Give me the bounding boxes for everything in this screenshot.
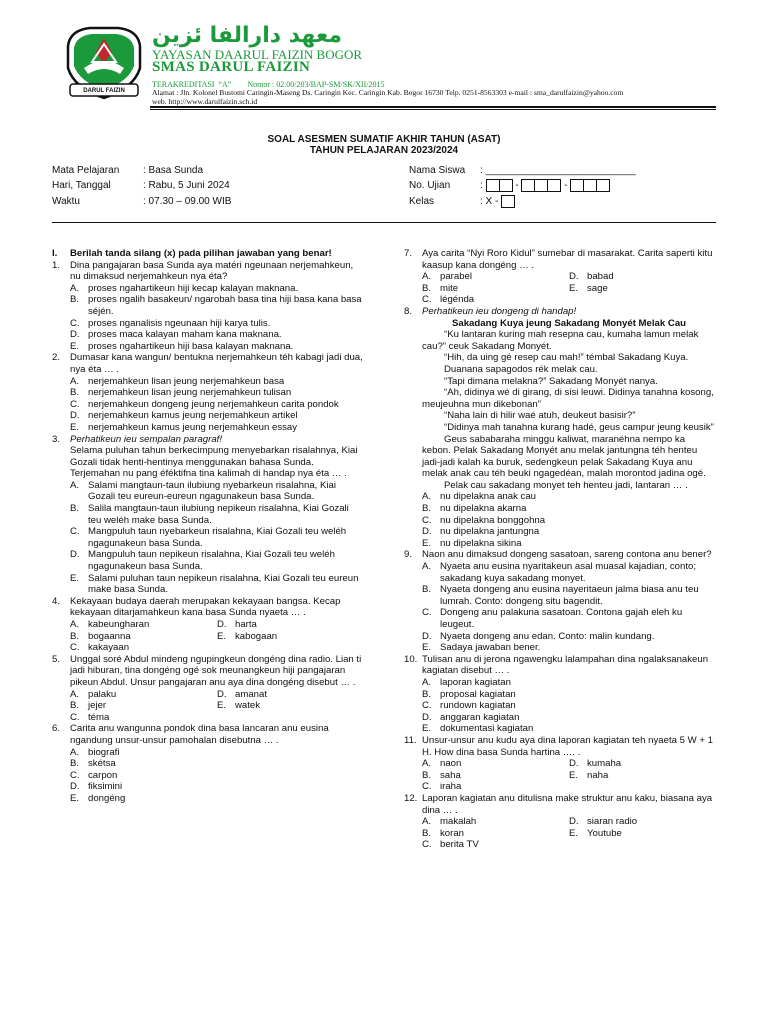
- option-text: Nyaeta dongeng anu edan. Conto: malin kundang.: [440, 630, 655, 642]
- option-text: proses ngahartikeun hiji kecap kalayan maknana.: [88, 282, 299, 294]
- option-text: proses ngalih basakeun/ ngarobah basa tina hiji basa kana basa séjén.: [88, 294, 362, 317]
- option-letter: E.: [217, 700, 227, 712]
- option-d[interactable]: [70, 410, 364, 422]
- story-paragraph: Geus sababaraha minggu kaliwat, maranéhna nempo ka kebon. Pelak Sakadang Monyét anu melak jantungna téh henteu jadi-jadi kalah ka buruk, sedengkeun pelak Sakadang Kuya anu melak anak cau téh beuki ngagedéan, malah morontod jadina ogé.: [422, 433, 706, 480]
- option-e[interactable]: [569, 283, 716, 295]
- option-text: proses nganalisis ngeunaan hiji karya tulis.: [88, 317, 271, 329]
- option-text: babad: [587, 271, 614, 283]
- option-e[interactable]: [70, 793, 364, 805]
- instruction-text: Berilah tanda silang (x) pada pilihan jawaban yang benar!: [70, 248, 332, 259]
- option-text: Mangpuluh taun nyebarkeun risalahna, Kiai Gozali teu weléh ngagunakeun basa Sunda.: [88, 526, 347, 549]
- option-b[interactable]: [422, 584, 716, 607]
- option-text: nu dipelakna anak cau: [440, 491, 537, 503]
- question-number: 10.: [404, 653, 418, 665]
- option-letter: A.: [70, 479, 80, 491]
- option-letter: C.: [70, 317, 80, 329]
- option-d[interactable]: [217, 619, 364, 631]
- option-text: nerjemahkeun kamus jeung nerjemahkeun essay: [88, 421, 298, 433]
- option-text: mite: [440, 282, 459, 294]
- option-letter: C.: [70, 711, 80, 723]
- option-text: nerjemahkeun lisan jeung nerjemahkeun tulisan: [88, 387, 292, 399]
- exam-number-field[interactable]: [480, 179, 610, 192]
- exam-year: TAHUN PELAJARAN 2023/2024: [309, 145, 459, 156]
- question-text: Laporan kagiatan anu ditulisna make struktur anu kaku, biasana aya dina … .: [422, 792, 713, 816]
- question-number: 9.: [404, 549, 413, 561]
- option-e[interactable]: [569, 828, 716, 840]
- option-text: Salila mangtaun-taun ilubiung nepikeun risalahna, Kiai Gozali teu weléh make basa Sunda.: [88, 503, 349, 526]
- option-text: harta: [235, 619, 257, 630]
- option-d[interactable]: [569, 816, 716, 828]
- question-number: 7.: [404, 248, 413, 259]
- option-b[interactable]: [422, 503, 716, 515]
- option-b[interactable]: [70, 387, 364, 399]
- school-address: [152, 89, 722, 107]
- option-b[interactable]: [422, 770, 569, 782]
- digit-box[interactable]: [584, 179, 597, 192]
- option-letter: D.: [70, 410, 80, 422]
- option-c[interactable]: [70, 399, 364, 411]
- date-label: Hari, Tanggal: [52, 180, 111, 191]
- foundation-name: YAYASAN DAARUL FAIZIN BOGOR: [152, 47, 363, 62]
- story-paragraph: “Hih, da uing gé resep cau mah!” témbal Sakadang Kuya.: [444, 352, 689, 364]
- option-text: koran: [440, 827, 464, 839]
- option-text: biografi: [88, 746, 120, 758]
- option-text: jejer: [88, 700, 107, 712]
- digit-box[interactable]: [570, 179, 584, 192]
- option-letter: E.: [422, 642, 432, 654]
- option-text: nu dipelakna jantungna: [440, 526, 540, 538]
- option-letter: D.: [569, 271, 579, 283]
- option-letter: B.: [422, 584, 432, 596]
- story-paragraph: “Ku lantaran kuring mah resepna cau, kumaha lamun melak cau?” ceuk Sakadang Monyét.: [422, 329, 699, 352]
- option-c[interactable]: [422, 515, 716, 527]
- option-b[interactable]: [70, 700, 217, 712]
- option-letter: D.: [217, 619, 227, 630]
- option-letter: C.: [422, 700, 432, 712]
- option-text: proses maca kalayan maham kana maknana.: [88, 329, 282, 341]
- option-a[interactable]: [70, 376, 364, 388]
- question-number: 2.: [52, 352, 61, 364]
- option-text: bogaanna: [88, 630, 131, 642]
- story-title: Sakadang Kuya jeung Sakadang Monyét Melak Cau: [451, 317, 687, 329]
- digit-box[interactable]: [521, 179, 535, 192]
- option-a[interactable]: [70, 480, 364, 503]
- option-c[interactable]: [70, 318, 364, 330]
- option-letter: B.: [70, 630, 80, 642]
- question-text: Dumasar kana wangun/ bentukna nerjemahkeun téh kabagi jadi dua, nya éta … .: [70, 352, 363, 375]
- option-text: saha: [440, 769, 461, 781]
- option-text: téma: [88, 711, 110, 723]
- question-number: 5.: [52, 653, 61, 665]
- option-letter: B.: [422, 503, 432, 515]
- option-b[interactable]: [70, 758, 364, 770]
- option-text: berita TV: [440, 839, 479, 851]
- story-paragraph: “Didinya mah tanahna kurang hadé, geus campur jeung keusik”: [444, 421, 714, 433]
- option-d[interactable]: [422, 526, 716, 538]
- option-text: kumaha: [587, 758, 622, 770]
- option-letter: D.: [422, 630, 432, 642]
- option-letter: E.: [569, 827, 579, 839]
- option-e[interactable]: [422, 723, 716, 735]
- option-text: nerjemahkeun kamus jeung nerjemahkeun artikel: [88, 410, 298, 422]
- header-rule-thin: [150, 109, 716, 110]
- exam-number-label: No. Ujian: [409, 180, 451, 191]
- option-text: Youtube: [587, 827, 622, 839]
- colon: :: [480, 180, 483, 192]
- option-text: nu dipelakna sikina: [440, 537, 522, 549]
- option-text: makalah: [440, 816, 477, 828]
- header-rule: [150, 106, 716, 108]
- option-text: naha: [587, 769, 609, 781]
- option-letter: E.: [422, 537, 432, 549]
- question-text: Unggal soré Abdul mindeng ngupingkeun dongéng dina radio. Lian ti jadi hiburan, tina dongéng ogé sok meunangkeun hiji pangajaran pikeun Abdul. Unsur pangajaran anu aya dina dongéng disebut … .: [70, 653, 362, 688]
- option-c[interactable]: [422, 607, 716, 630]
- option-letter: D.: [70, 781, 80, 793]
- option-text: nu dipelakna bonggohna: [440, 514, 546, 526]
- option-letter: A.: [422, 271, 432, 283]
- question-number: 8.: [404, 305, 413, 317]
- option-text: nerjemahkeun lisan jeung nerjemahkeun basa: [88, 375, 285, 387]
- story-paragraph: “Tapi dimana melakna?” Sakadang Monyét nanya.: [444, 375, 658, 387]
- section-instruction: [52, 248, 364, 260]
- option-letter: E.: [569, 282, 579, 294]
- option-c[interactable]: [422, 781, 569, 793]
- option-e[interactable]: [70, 422, 364, 434]
- option-a[interactable]: [70, 689, 217, 701]
- digit-box[interactable]: [500, 179, 513, 192]
- option-letter: E.: [70, 572, 80, 584]
- option-text: naon: [440, 758, 462, 770]
- time-label: Waktu: [52, 196, 80, 207]
- option-text: fiksimini: [88, 781, 123, 793]
- option-e[interactable]: [70, 341, 364, 353]
- option-d[interactable]: [70, 781, 364, 793]
- option-b[interactable]: [70, 503, 364, 526]
- question-5: [52, 654, 364, 689]
- option-a[interactable]: [70, 283, 364, 295]
- option-b[interactable]: [422, 283, 569, 295]
- story: [422, 318, 716, 480]
- subject-label: Mata Pelajaran: [52, 165, 120, 176]
- option-letter: C.: [422, 839, 432, 851]
- option-letter: A.: [422, 491, 432, 503]
- address-line: Alamat : Jln. Kolonel Bustomi Caringin-Maseng Ds. Caringin Kec. Caringin Kab. Bogor 16730 Telp. 0251-8563303 e-mail : sma_darulfaizin@yahoo.com: [152, 88, 624, 97]
- option-letter: B.: [422, 827, 432, 839]
- question-8: [404, 306, 716, 549]
- option-letter: E.: [569, 769, 579, 781]
- option-c[interactable]: [70, 526, 364, 549]
- question-text: Terjemahan nu pang éféktifna tina kalimah di handap nya éta … .: [70, 468, 347, 480]
- option-text: Dongeng anu palakuna sasatoan. Contona gajah eleh ku leugeut.: [440, 607, 683, 630]
- question-number: 12.: [404, 792, 418, 804]
- option-text: Sadaya jawaban bener.: [440, 642, 541, 654]
- option-e[interactable]: [217, 631, 364, 643]
- option-text: sage: [587, 282, 608, 294]
- option-c[interactable]: [422, 294, 569, 306]
- option-text: watek: [235, 700, 261, 712]
- question-text: Aya carita “Nyi Roro Kidul” sumebar di masarakat. Carita saperti kitu kaasup kana dongéng … .: [422, 248, 713, 271]
- option-letter: C.: [70, 398, 80, 410]
- option-letter: D.: [70, 329, 80, 341]
- option-letter: A.: [70, 746, 80, 758]
- question-text: Dina pangajaran basa Sunda aya matéri ngeunaan nerjemahkeun, nu dimaksud nerjemahkeun nya éta?: [70, 259, 354, 283]
- option-letter: A.: [70, 688, 80, 700]
- option-text: Salami puluhan taun nepikeun risalahna, Kiai Gozali teu eureun make basa Sunda.: [88, 572, 359, 596]
- option-text: Nyaeta anu eusina nyaritakeun asal muasal kajadian, conto; sakadang kuya sakadang monyet.: [440, 561, 696, 584]
- option-letter: A.: [70, 619, 80, 630]
- option-letter: C.: [422, 294, 432, 306]
- option-text: parabel: [440, 271, 473, 283]
- option-letter: B.: [70, 387, 80, 399]
- class-prefix: : X -: [480, 196, 499, 208]
- story-paragraph: Duanana sapagodos rék melak cau.: [444, 363, 598, 375]
- option-e[interactable]: [217, 700, 364, 712]
- option-c[interactable]: [422, 839, 569, 851]
- option-d[interactable]: [422, 631, 716, 643]
- digit-box[interactable]: [486, 179, 500, 192]
- question-3: [52, 434, 364, 596]
- option-letter: C.: [422, 781, 432, 793]
- option-c[interactable]: [70, 712, 217, 724]
- option-c[interactable]: [70, 770, 364, 782]
- option-d[interactable]: [70, 549, 364, 572]
- digit-box[interactable]: [597, 179, 610, 192]
- question-instruction: Perhatikeun ieu sempalan paragraf!: [70, 433, 222, 445]
- school-name: SMAS DARUL FAIZIN: [152, 59, 311, 75]
- option-text: dongéng: [88, 792, 126, 804]
- option-text: skétsa: [88, 758, 116, 770]
- option-text: siaran radio: [587, 816, 638, 828]
- option-text: proposal kagiatan: [440, 688, 516, 700]
- option-text: rundown kagiatan: [440, 700, 516, 712]
- option-letter: D.: [217, 688, 227, 700]
- option-letter: D.: [422, 711, 432, 723]
- question-number: 6.: [52, 723, 61, 735]
- question-instruction: Perhatikeun ieu dongeng di handap!: [422, 305, 577, 317]
- question-9: [404, 549, 716, 653]
- option-letter: D.: [569, 758, 579, 770]
- options-grid: [52, 689, 364, 724]
- question-number: 3.: [52, 433, 61, 445]
- question-11: [404, 735, 716, 758]
- option-text: iraha: [440, 781, 462, 793]
- option-text: dokumentasi kagiatan: [440, 723, 534, 735]
- question-7: [404, 248, 716, 271]
- option-e[interactable]: [422, 538, 716, 550]
- option-text: kabogaan: [235, 630, 278, 642]
- option-b[interactable]: [70, 631, 217, 643]
- time-value: : 07.30 – 09.00 WIB: [143, 196, 232, 207]
- option-letter: C.: [70, 769, 80, 781]
- option-c[interactable]: [422, 700, 716, 712]
- option-a[interactable]: [422, 816, 569, 828]
- right-column: [404, 248, 716, 851]
- option-letter: A.: [422, 561, 432, 573]
- class-field[interactable]: [480, 195, 515, 208]
- options-grid: [404, 816, 716, 851]
- options-grid: [404, 271, 716, 306]
- question-12: [404, 793, 716, 816]
- option-e[interactable]: [70, 573, 364, 596]
- option-text: kabeungharan: [88, 619, 150, 630]
- question-2: [52, 352, 364, 433]
- dash: -: [564, 180, 568, 192]
- question-1: [52, 260, 364, 353]
- story-paragraph: “Ah, didinya wé di girang, di sisi leuwi. Didinya tanahna kosong, meujeuhna mun dikebonan”: [422, 387, 714, 410]
- option-c[interactable]: [70, 642, 217, 654]
- option-text: laporan kagiatan: [440, 676, 511, 688]
- option-letter: E.: [70, 340, 80, 352]
- question-6: [52, 723, 364, 804]
- option-letter: C.: [422, 514, 432, 526]
- option-letter: E.: [70, 421, 80, 433]
- option-text: Mangpuluh taun nepikeun risalahna, Kiai Gozali teu weléh ngagunakeun basa Sunda.: [88, 549, 335, 573]
- question-text: Unsur-unsur anu kudu aya dina laporan kagiatan teh nyaeta 5 W + 1 H. How dina basa Sunda hartina …. .: [422, 734, 713, 758]
- logo-caption: DARUL FAIZIN: [83, 88, 125, 94]
- option-text: Salami mangtaun-taun ilubiung nyebarkeun risalahna, Kiai Gozali teu eureun-eureun ngagunakeun basa Sunda.: [88, 479, 336, 503]
- question-text: Kekayaan budaya daerah merupakan kekayaan bangsa. Kecap kekayaan ditarjamahkeun kana basa Sunda nyaeta … .: [70, 595, 341, 619]
- options-grid: [404, 758, 716, 793]
- option-letter: A.: [70, 282, 80, 294]
- class-box[interactable]: [501, 195, 515, 208]
- option-letter: A.: [422, 816, 432, 828]
- story-paragraph: “Naha lain di hilir waé atuh, deukeut basisir?”: [444, 410, 636, 422]
- exam-title: SOAL ASESMEN SUMATIF AKHIR TAHUN (ASAT): [267, 134, 501, 145]
- option-letter: B.: [422, 282, 432, 294]
- option-d[interactable]: [217, 689, 364, 701]
- option-letter: B.: [422, 769, 432, 781]
- student-name-label: Nama Siswa: [409, 165, 466, 176]
- question-text: Pelak cau sakadang monyet teh henteu jadi, lantaran … .: [444, 479, 688, 491]
- option-a[interactable]: [422, 561, 716, 584]
- option-d[interactable]: [569, 271, 716, 283]
- option-a[interactable]: [422, 271, 569, 283]
- option-text: palaku: [88, 688, 117, 700]
- option-letter: A.: [422, 676, 432, 688]
- option-letter: E.: [70, 792, 80, 804]
- option-text: anggaran kagiatan: [440, 711, 520, 723]
- option-letter: B.: [422, 688, 432, 700]
- option-a[interactable]: [70, 619, 217, 631]
- option-letter: B.: [70, 700, 80, 712]
- options-grid: [52, 619, 364, 654]
- option-letter: A.: [422, 758, 432, 770]
- student-name-field[interactable]: : ___________________________: [480, 165, 636, 176]
- digit-box[interactable]: [548, 179, 561, 192]
- option-b[interactable]: [422, 828, 569, 840]
- question-text: Carita anu wangunna pondok dina basa lancaran anu eusina ngandung unsur-unsur pamohalan disebutna … .: [70, 723, 329, 746]
- option-d[interactable]: [422, 712, 716, 724]
- option-letter: E.: [217, 630, 227, 642]
- option-text: nerjemahkeun dongeng jeung nerjemahkeun carita pondok: [88, 398, 339, 410]
- option-letter: C.: [70, 642, 80, 654]
- school-arabic-name: معهد دارالفا ئزين: [152, 23, 342, 48]
- option-e[interactable]: [569, 770, 716, 782]
- digit-box[interactable]: [535, 179, 548, 192]
- option-d[interactable]: [569, 758, 716, 770]
- section-number: I.: [52, 248, 58, 259]
- question-number: 1.: [52, 259, 61, 271]
- option-letter: D.: [70, 549, 80, 561]
- option-letter: D.: [422, 526, 432, 538]
- option-d[interactable]: [70, 329, 364, 341]
- option-letter: A.: [70, 375, 80, 387]
- option-text: carpon: [88, 769, 118, 781]
- question-number: 11.: [404, 734, 417, 746]
- option-text: proses ngahartikeun hiji basa kalayan maknana.: [88, 340, 294, 352]
- class-label: Kelas: [409, 196, 435, 207]
- date-value: : Rabu, 5 Juni 2024: [143, 180, 230, 191]
- option-text: légénda: [440, 294, 475, 306]
- option-letter: C.: [70, 526, 80, 538]
- option-letter: C.: [422, 607, 432, 619]
- option-letter: B.: [70, 503, 80, 515]
- school-logo: [62, 24, 146, 102]
- option-text: kakayaan: [88, 642, 130, 654]
- option-letter: B.: [70, 758, 80, 770]
- website-line: web. http://www.darulfaizin.sch.id: [152, 96, 258, 106]
- passage: Selama puluhan tahun berkecimpung menyebarkan risalahnya, Kiai Gozali tidak henti-hentinya menggunakan bahasa Sunda.: [70, 445, 358, 468]
- left-column: [52, 248, 364, 805]
- option-letter: D.: [569, 816, 579, 828]
- option-b[interactable]: [422, 689, 716, 701]
- option-a[interactable]: [422, 758, 569, 770]
- option-letter: E.: [422, 723, 432, 735]
- info-divider: [52, 222, 716, 223]
- question-text: Naon anu dimaksud dongeng sasatoan, sareng contona anu bener?: [422, 549, 712, 561]
- accreditation: TERAKREDITASI “A” Nomor : 02.00/203/BAP-SM/SK/XII/2015: [152, 80, 385, 89]
- question-10: [404, 654, 716, 735]
- option-text: amanat: [235, 688, 267, 700]
- option-a[interactable]: [70, 747, 364, 759]
- dash: -: [515, 180, 519, 192]
- question-number: 4.: [52, 595, 61, 607]
- option-letter: B.: [70, 294, 80, 306]
- option-a[interactable]: [422, 677, 716, 689]
- question-text: Tulisan anu di jerona ngawengku lalampahan dina ngalaksanakeun kagiatan disebut … .: [422, 653, 709, 677]
- option-text: Nyaeta dongeng anu eusina nayeritaeun jalma biasa anu teu lumrah. Conto: dongeng situ bagendit.: [440, 584, 699, 607]
- option-b[interactable]: [70, 294, 364, 317]
- option-a[interactable]: [422, 491, 716, 503]
- subject-value: : Basa Sunda: [143, 165, 204, 176]
- option-e[interactable]: [422, 642, 716, 654]
- option-text: nu dipelakna akarna: [440, 503, 527, 515]
- question-4: [52, 596, 364, 619]
